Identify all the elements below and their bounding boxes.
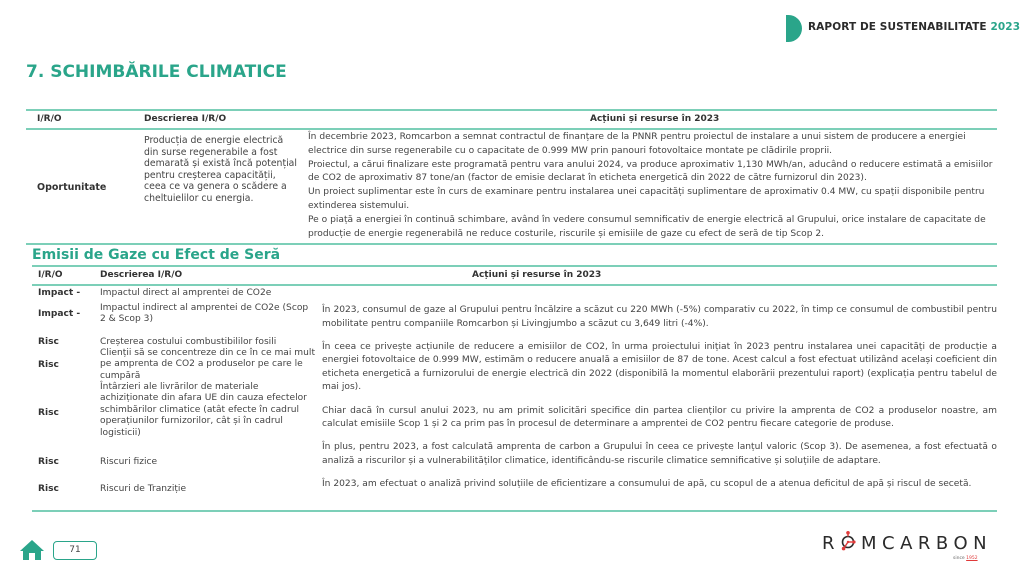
section-title: Emisii de Gaze cu Efect de Seră — [32, 247, 281, 263]
row-description: Producția de energie electrică din surse regenerabile a fost demarată și există încă potențial pentru creșterea capacității, ceea ce va genera o scădere a cheltuielilor cu energia. — [144, 135, 297, 204]
action-paragraph: Chiar dacă în cursul anului 2023, nu am primit solicitări specifice din partea clienților cu privire la amprenta de CO2 a produselor noastre, am calculat emisiile Scop 1 și 2 ca prim pas în procesul de determinare a amprentei de CO2 pentru fiecare categorie de produse. — [322, 405, 997, 430]
logo-letter-r: R — [822, 533, 841, 554]
page-title: 7. SCHIMBĂRILE CLIMATICE — [26, 62, 287, 82]
header-actions: Acțiuni și resurse în 2023 — [472, 270, 602, 280]
action-paragraph: Proiectul, a cărui finalizare este programată pentru vara anului 2024, va produce aproximativ 1,130 MWh/an, aducând o reducere estimată a emisiilor de CO2 de aproximativ 87 tone/an (factor de emisie declarat în eticheta energetică din 2022 de către furnizorul din 2023). — [308, 159, 993, 184]
row-type: Oportunitate — [37, 182, 107, 193]
since-label: since — [953, 556, 965, 561]
header-actions: Acțiuni și resurse în 2023 — [590, 114, 720, 124]
header-description: Descrierea I/R/O — [144, 114, 227, 124]
header-iro: I/R/O — [37, 114, 62, 124]
romcarbon-logo — [822, 533, 992, 554]
row-description: Riscuri fizice — [100, 457, 158, 467]
since-year: 1952 — [966, 556, 978, 561]
table-body — [32, 286, 997, 510]
action-paragraph: În 2023, am efectuat o analiză privind soluțiile de eficientizare a consumului de apă, cu scopul de a atenua deficitul de apă și riscul de secetă. — [322, 478, 972, 489]
header-iro: I/R/O — [38, 270, 63, 280]
action-paragraph: În decembrie 2023, Romcarbon a semnat contractul de finanțare de la PNNR pentru proiectul de instalare a unui sistem de producere a energiei electrice din surse regenerabile cu o capacitate de 0.999 MW prin panouri fotovoltaice montate pe clădirile proprii. — [308, 132, 966, 156]
logo-since — [953, 556, 978, 561]
logo-wordmark: MCARBON — [861, 533, 993, 554]
table-bottom-rule — [26, 243, 997, 245]
report-title-text: RAPORT DE SUSTENABILITATE — [808, 21, 987, 33]
logo-molecule-icon — [840, 535, 856, 551]
action-paragraph: Pe o piață a energiei în continuă schimbare, având în vedere consumul semnificativ de energie electrică al Grupului, orice instalare de capacitate de producție de energie regenerabilă ne reduce costurile, riscurile și emisiile de gaze cu efect de seră de tip Scop 2. — [308, 214, 986, 239]
row-type: Risc — [38, 408, 59, 418]
row-type: Impact - — [38, 309, 81, 319]
action-paragraph: În plus, pentru 2023, a fost calculată amprenta de carbon a Grupului în ceea ce privește lanțul valoric (Scop 3). De asemenea, a fost efectuată o analiză a riscurilor și a vulnerabilităților climatice, identificându-se riscurile climatice semnificative și soluțiile de adaptare. — [322, 442, 997, 466]
row-type: Impact - — [38, 288, 81, 298]
header-description: Descrierea I/R/O — [100, 270, 183, 280]
actions-column — [322, 304, 997, 501]
row-actions — [308, 131, 998, 241]
table-row — [26, 130, 997, 243]
header-accent-tab — [786, 15, 802, 42]
table-header — [26, 111, 997, 128]
table-header — [32, 267, 997, 284]
row-type: Risc — [38, 360, 59, 370]
row-type: Risc — [38, 337, 59, 347]
row-description: Impactul direct al amprentei de CO2e — [100, 288, 272, 298]
home-icon[interactable] — [20, 539, 44, 561]
action-paragraph: În ceea ce privește acțiunile de reducere a emisiilor de CO2, în urma proiectului inițiat în 2023 pentru instalarea unei capacități de producție a energiei fotovoltaice de 0.999 MW, estimăm o reducere anuală a emisiilor de 87 de tone. Acest calcul a fost efectuat utilizând același coeficient din eticheta energetică a furnizorului de energie electrică din 2022 (disponibilă la momentul elaborării prezentului raport) (explicația pentru tabelul de mai jos). — [322, 341, 997, 393]
row-type: Risc — [38, 457, 59, 467]
opportunity-table — [26, 109, 997, 245]
table-bottom-rule — [32, 510, 997, 512]
report-year: 2023 — [990, 21, 1021, 33]
page-number: 71 — [53, 541, 97, 560]
row-description: Întârzieri ale livrărilor de materiale achiziționate din afara UE din cauza efectelor schimbărilor climatice (atât efecte în cadrul operațiunilor furnizorilor, cât și în cadrul logisticii) — [100, 382, 307, 438]
action-paragraph: În 2023, consumul de gaze al Grupului pentru încălzire a scăzut cu 220 MWh (-5%) comparativ cu 2022, în timp ce consumul de combustibil pentru mobilitate pentru companiile Romcarbon și Livingjumbo a scăzut cu 3,649 litri (-4%). — [322, 305, 997, 329]
row-description: Creșterea costului combustibililor fosili — [100, 337, 277, 347]
report-title — [808, 21, 1020, 33]
row-description: Riscuri de Tranziție — [100, 484, 187, 494]
emissions-table — [32, 265, 997, 512]
action-paragraph: Un proiect suplimentar este în curs de examinare pentru instalarea unei capacități suplimentare de aproximativ 0.4 MW, cu spații disponibile pentru extinderea sistemului. — [308, 187, 985, 211]
row-description: Impactul indirect al amprentei de CO2e (Scop 2 & Scop 3) — [100, 303, 309, 325]
row-type: Risc — [38, 484, 59, 494]
row-description: Clienții să se concentreze din ce în ce mai mult pe amprenta de CO2 a produselor pe care le cumpără — [100, 348, 316, 381]
